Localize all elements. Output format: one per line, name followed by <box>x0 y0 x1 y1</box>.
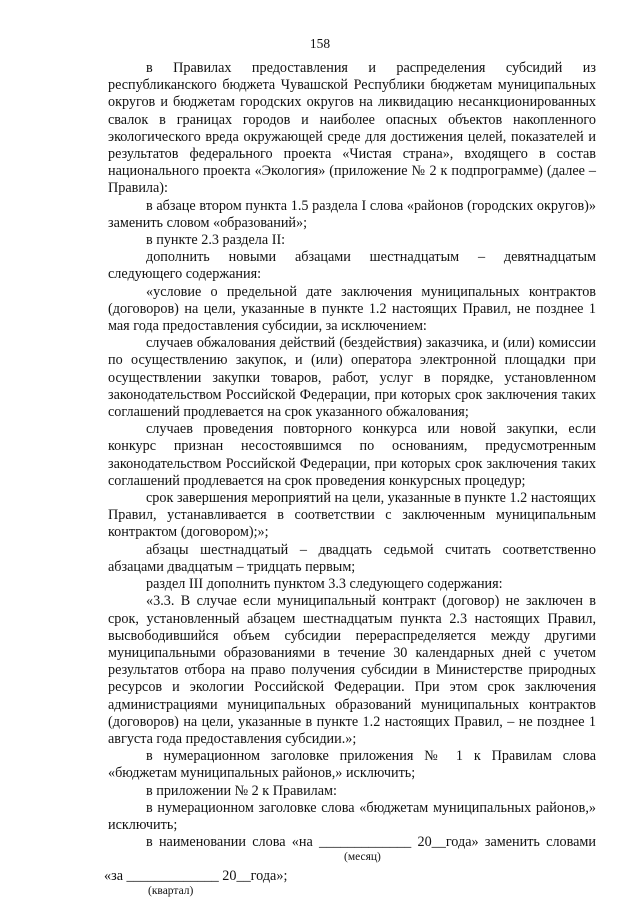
paragraph: раздел III дополнить пунктом 3.3 следующего содержания: <box>146 576 503 593</box>
quarter-caption: (квартал) <box>148 885 194 898</box>
paragraph: в нумерационном заголовке приложения № 1 к Правилам слова «бюджетам муниципальных районов,» исключить; <box>108 748 596 782</box>
paragraph: абзацы шестнадцатый – двадцать седьмой считать соответственно абзацами двадцатым – тридцать первым; <box>108 541 596 575</box>
paragraph: в пункте 2.3 раздела II: <box>146 232 286 249</box>
paragraph: в Правилах предоставления и распределения субсидий из республиканского бюджета Чувашской Республики бюджетам муниципальных округов и бюджетам городских округов на ликвидацию несанкционированных свалок в границах городов и наиболее опасных объектов накопленного экологического вреда окружающей среде для достижения целей, показателей и результатов федерального проекта «Чистая страна», входящего в состав национального проекта «Экология» (приложение № 2 к подпрограмме) (далее – Правила): <box>108 60 596 197</box>
form-line-month <box>108 834 596 868</box>
form-line-text: в наименовании слова «на _____________ 20__года» заменить словами <box>146 834 596 851</box>
form-line-quarter <box>104 868 596 898</box>
paragraph: случаев обжалования действий (бездействия) заказчика, и (или) комиссии по осуществлению закупок, и (или) оператора электронной площадки при осуществлении закупки товаров, работ, услуг в порядке, установленном законодательством Российской Федерации, при которых срок заключения таких соглашений продлевается на срок указанного обжалования; <box>108 335 596 421</box>
form-line-text: «за _____________ 20__года»; <box>104 868 288 885</box>
month-caption: (месяц) <box>344 851 381 864</box>
document-body <box>104 60 596 898</box>
paragraph: случаев проведения повторного конкурса или новой закупки, если конкурс признан несостоявшимся по основаниям, предусмотренным законодательством Российской Федерации, при которых срок заключения таких соглашений продлевается на срок проведения конкурсных процедур; <box>108 421 596 489</box>
paragraph: срок завершения мероприятий на цели, указанные в пункте 1.2 настоящих Правил, устанавливается в соответствии с заключенным муниципальным контрактом (договором);»; <box>108 490 596 541</box>
paragraph: в нумерационном заголовке слова «бюджетам муниципальных районов,» исключить; <box>108 799 596 833</box>
paragraph: в абзаце втором пункта 1.5 раздела I слова «районов (городских округов)» заменить словом «образований»; <box>108 197 596 231</box>
paragraph: «3.3. В случае если муниципальный контракт (договор) не заключен в срок, установленный абзацем шестнадцатым пункта 2.3 настоящих Правил, высвободившийся объем субсидии перераспределяется между другими муниципальными образованиями в течение 30 календарных дней с учетом результатов отбора на право получения субсидии в Министерстве природных ресурсов и экологии Российской Федерации. При этом срок заключения администрациями муниципальных образований муниципальных контрактов (договоров) на цели, указанные в пункте 1.2 настоящих Правил, – не позднее 1 августа года предоставления субсидии.»; <box>108 593 596 747</box>
paragraph: «условие о предельной дате заключения муниципальных контрактов (договоров) на цели, указанные в пункте 1.2 настоящих Правил, не позднее 1 мая года предоставления субсидии, за исключением: <box>108 283 596 335</box>
paragraph: дополнить новыми абзацами шестнадцатым – девятнадцатым следующего содержания: <box>108 249 596 283</box>
page-number: 158 <box>309 36 331 51</box>
paragraph: в приложении № 2 к Правилам: <box>146 782 337 799</box>
